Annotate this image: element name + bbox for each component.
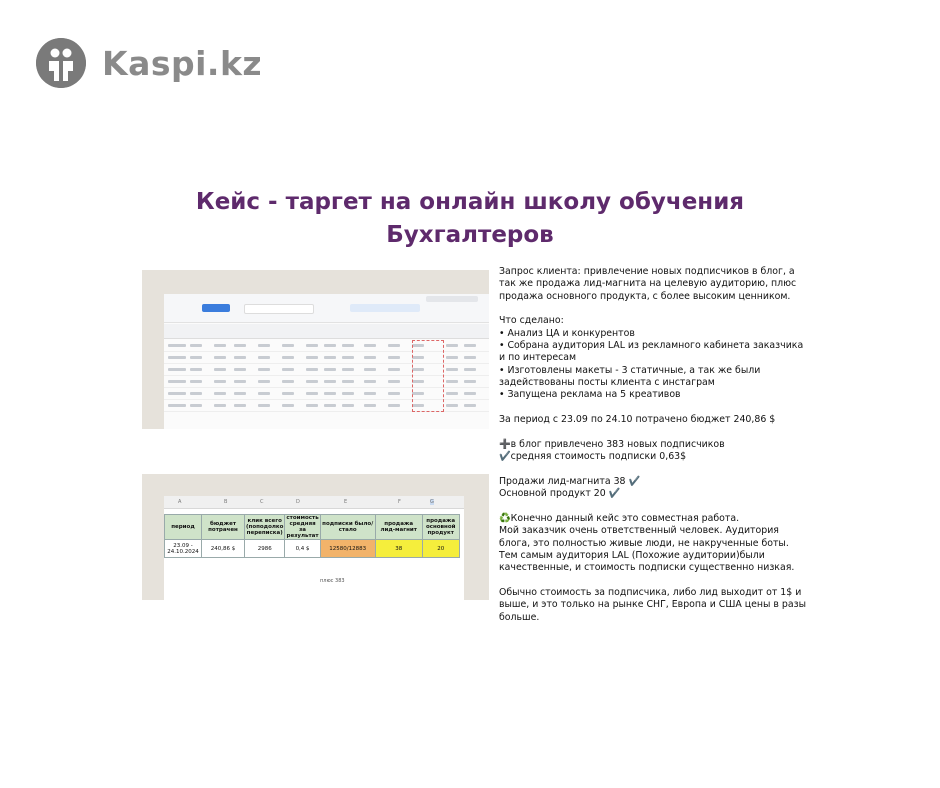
ads-table-cell [168,344,186,347]
col-letter: A [178,499,182,505]
data-cell: 23.09 - 24.10.2024 [165,540,202,558]
data-cell-subscribers: 12580/12883 [320,540,375,558]
ads-table-cell [282,380,294,383]
done-item: • Анализ ЦА и конкурентов [499,327,635,339]
client-request: Запрос клиента: привлечение новых подписчиков в блог, а так же продажа лид-магнита на целевую аудиторию, плюс продажа основного продукта, с более высоким ценником. [499,266,797,302]
spreadsheet-results-image [142,474,489,600]
ads-table-cell [324,404,336,407]
ads-table-cell [364,380,376,383]
ads-table-cell [388,404,400,407]
ads-table-cell [388,368,400,371]
ads-table-cell [446,356,458,359]
ads-table-cell [214,368,226,371]
period-budget: За период с 23.09 по 24.10 потрачено бюджет 240,86 $ [499,414,776,426]
ads-table-cell [342,356,354,359]
sales-leadmagnet: Продажи лид-магнита 38 ✔️ [499,475,641,487]
ads-table-cell [168,368,186,371]
ads-table-cell [190,392,202,395]
ads-table-cell [306,368,318,371]
footer-note: Обычно стоимость за подписчика, либо лид выходит от 1$ и выше, и это только на рынке СНГ, Европа и США цены в разы больше. [499,586,807,623]
sales-main-product: Основной продукт 20 ✔️ [499,488,621,500]
summary-line: Мой заказчик очень ответственный человек. Аудитория блога, это полностью живые люди, не накрученные боты. [499,525,789,549]
done-item: • Изготовлены макеты - 3 статичные, а так же были задействованы посты клиента с инстаграм [499,364,761,389]
title-line-2: Бухгалтеров [386,222,554,248]
highlight-box [412,340,444,412]
data-cell-leadmagnet: 38 [375,540,422,558]
header-cell: период [165,515,202,540]
done-title: Что сделано: [499,315,564,327]
ads-table-cell [168,404,186,407]
page-title [170,186,770,252]
ads-table-cell [306,380,318,383]
ads-table-cell [234,392,246,395]
ads-table-cell [214,380,226,383]
ads-table-cell [234,380,246,383]
col-letter: C [260,499,264,505]
ads-table-cell [464,368,476,371]
header-cell: бюджет потрачен [202,515,245,540]
ads-table-cell [258,404,270,407]
ads-table-cell [282,368,294,371]
ads-table-cell [342,344,354,347]
result-cost: ✔️средняя стоимость подписки 0,63$ [499,451,687,463]
col-letter: F [398,499,401,505]
ads-table-cell [388,380,400,383]
ads-table-cell [364,392,376,395]
ads-table-cell [258,368,270,371]
ads-table-cell [364,368,376,371]
ads-table-cell [388,356,400,359]
ads-table-cell [306,344,318,347]
ads-table-cell [214,404,226,407]
ads-table-cell [190,380,202,383]
sheet-column-bar [164,496,464,509]
ads-table-cell [464,404,476,407]
header-cell: клик всего (поподолко переписка) [245,515,285,540]
ads-table-cell [388,344,400,347]
ads-table-cell [190,404,202,407]
ads-table-cell [234,404,246,407]
result-subscribers: ➕в блог привлечено 383 новых подписчиков [499,438,725,450]
ads-table-cell [190,368,202,371]
col-letter: D [296,499,300,505]
ads-table-cell [364,356,376,359]
ads-table-cell [306,404,318,407]
ads-table-cell [324,368,336,371]
ads-table-cell [342,404,354,407]
summary-line: Тем самым аудитория LAL (Похожие аудитории)были качественные, и стоимость подписки существенно низкая. [499,549,795,574]
ads-table-cell [168,392,186,395]
col-letter: E [344,499,348,505]
brand-logo[interactable] [36,38,262,88]
ads-table-cell [324,392,336,395]
ads-table-cell [342,380,354,383]
data-cell: 0,4 $ [285,540,320,558]
kaspi-logo-icon [36,38,86,88]
ads-table-cell [388,392,400,395]
col-letter: B [224,499,228,505]
ads-table-cell [446,368,458,371]
header-cell: подписки было/стало [320,515,375,540]
ads-tab-adsets [244,304,314,314]
title-line-1: Кейс - таргет на онлайн школу обучения [195,189,745,215]
brand-name: Kaspi.kz [102,43,263,83]
ads-table-cell [306,356,318,359]
ads-table-cell [190,344,202,347]
ads-table-cell [364,404,376,407]
results-table [164,514,460,558]
header-cell: стоимость средняя за результат [286,515,319,539]
ads-tab-ads [350,304,420,312]
ads-table-cell [258,344,270,347]
ads-manager-table-image [142,270,489,429]
ads-table-cell [258,356,270,359]
ads-table-cell [364,344,376,347]
ads-table-cell [342,368,354,371]
ads-table-cell [258,380,270,383]
ads-table-cell [446,344,458,347]
ads-table-cell [234,344,246,347]
ads-table-cell [214,392,226,395]
header-cell: продажа основной продукт [422,515,459,540]
ads-toolbar [164,294,489,323]
ads-table-cell [168,380,186,383]
ads-header-row [164,324,489,339]
ads-table-cell [446,404,458,407]
header-cell: продажа лид-магнит [375,515,422,540]
summary-line: ♻️Конечно данный кейс это совместная работа. [499,512,740,524]
ads-table-cell [446,392,458,395]
ads-table-cell [214,344,226,347]
ads-table-cell [234,356,246,359]
ads-table-cell [282,404,294,407]
data-cell: 240,86 $ [202,540,245,558]
ads-table-cell [282,356,294,359]
ads-table-cell [190,356,202,359]
sheet-note: плюс 383 [320,578,345,584]
ads-table-cell [464,380,476,383]
ads-date-range [426,296,478,302]
ads-table-cell [464,344,476,347]
case-description [499,266,809,624]
ads-table-cell [324,356,336,359]
ads-table-cell [464,392,476,395]
col-letter: G [430,499,434,505]
ads-table-cell [306,392,318,395]
data-cell: 2986 [245,540,285,558]
ads-table-cell [258,392,270,395]
ads-table-cell [214,356,226,359]
ads-table-cell [324,344,336,347]
ads-table [164,294,489,429]
ads-table-cell [234,368,246,371]
ads-table-cell [342,392,354,395]
done-item: • Запущена реклама на 5 креативов [499,389,681,401]
results-data-row [165,540,460,558]
ads-tab-account [202,304,230,312]
ads-table-cell [464,356,476,359]
results-header-row [165,515,460,540]
ads-table-cell [324,380,336,383]
ads-table-cell [168,356,186,359]
ads-table-cell [282,392,294,395]
done-item: • Собрана аудитория LAL из рекламного кабинета заказчика и по интересам [499,340,804,364]
ads-table-cell [446,380,458,383]
data-cell-main-product: 20 [422,540,459,558]
ads-table-cell [282,344,294,347]
results-sheet [164,496,464,600]
